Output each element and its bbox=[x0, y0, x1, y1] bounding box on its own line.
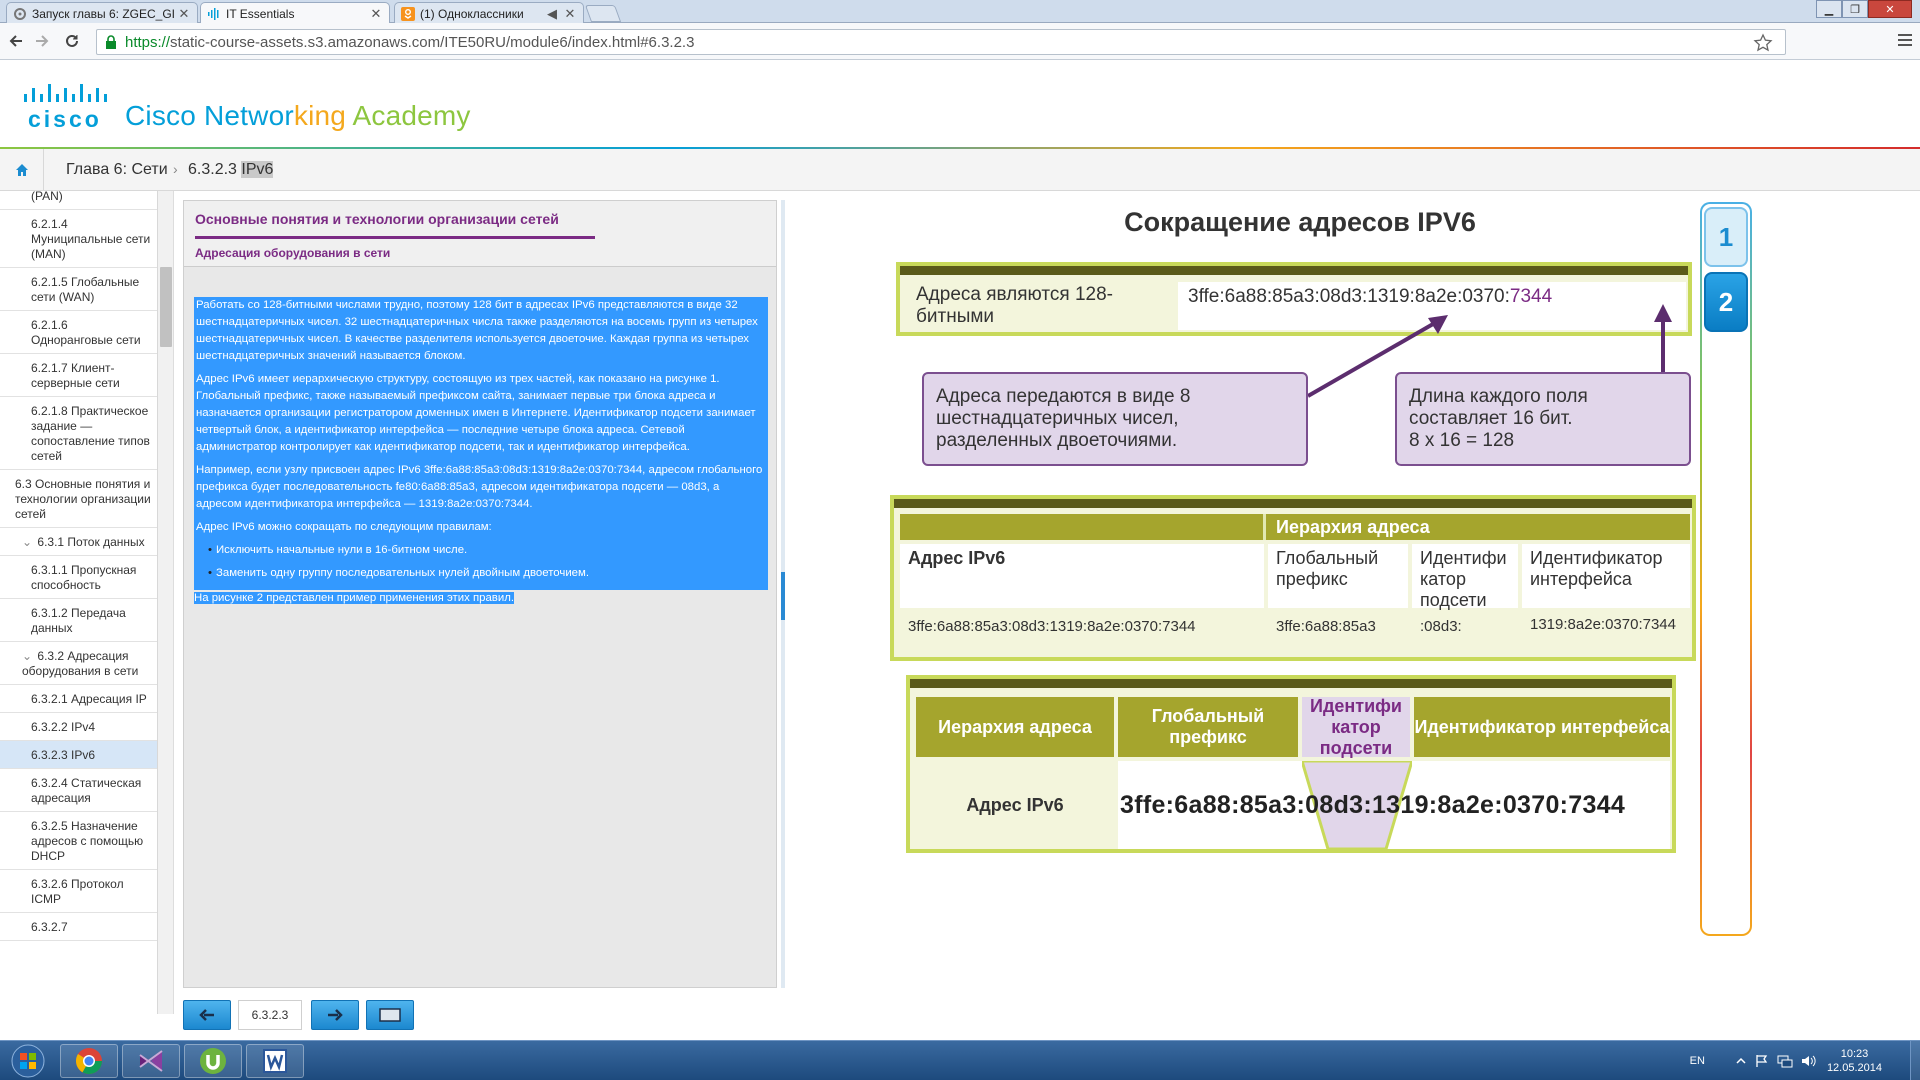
col-iface-header: Идентификатор интерфейса bbox=[1522, 544, 1690, 608]
cisco-bridge-icon bbox=[22, 82, 108, 106]
panel-splitter[interactable] bbox=[781, 200, 785, 988]
breadcrumb bbox=[0, 149, 1920, 191]
bookmark-star-icon[interactable] bbox=[1753, 33, 1773, 53]
windows-start-icon bbox=[11, 1044, 45, 1078]
start-button[interactable] bbox=[4, 1043, 52, 1079]
toc-item[interactable] bbox=[0, 870, 157, 913]
col-subnet-header: Идентифи катор подсети bbox=[1412, 544, 1518, 608]
browser-tab-1-title: Запуск главы 6: ZGEC_GI bbox=[32, 6, 176, 21]
browser-tab-3-title: (1) Одноклассники bbox=[420, 6, 524, 21]
toc-item-label: 6.3.2 Адресация оборудования в сети bbox=[22, 649, 139, 678]
window-controls bbox=[1816, 0, 1912, 18]
cisco-wordmark: cisco bbox=[28, 106, 102, 132]
chevron-down-icon: ⌄ bbox=[22, 649, 36, 663]
browser-tab-1[interactable] bbox=[6, 2, 198, 24]
toc-item[interactable] bbox=[0, 268, 157, 311]
panel-body-text[interactable] bbox=[194, 297, 764, 613]
toc-item[interactable] bbox=[0, 642, 157, 685]
toc-item[interactable] bbox=[0, 556, 157, 599]
chevron-down-icon: ⌄ bbox=[22, 535, 36, 549]
ok-favicon-icon bbox=[401, 7, 415, 21]
site-header bbox=[0, 60, 1920, 148]
toc-item[interactable] bbox=[0, 354, 157, 397]
toc-item-label: (PAN) bbox=[31, 191, 63, 203]
rule-item-2 bbox=[208, 565, 768, 582]
reload-button[interactable] bbox=[62, 31, 82, 51]
val-subnet: :08d3: bbox=[1412, 612, 1518, 654]
toc-item[interactable] bbox=[0, 397, 157, 470]
toc-scrollbar[interactable] bbox=[158, 191, 174, 1014]
paragraph-2: Адрес IPv6 имеет иерархическую структуру, состоящую из трех частей, как показано на рисунке 1. Глобальный префикс, также называемый префиксом сайта, занимает первые три блока адреса и назначается организации регистратором доменных имен в Интернете. Идентификатор подсети занимает четвертый блок, а идентификатор интерфейса — последние четыре блока адреса. Сетевой администратор контролирует как идентификатор подсети, так и идентификатор интерфейса. bbox=[196, 373, 756, 453]
olive-header-bar bbox=[894, 499, 1692, 508]
clock-date: 12.05.2014 bbox=[1826, 1062, 1882, 1074]
rule-item-1 bbox=[208, 542, 768, 559]
url-path: static-course-assets.s3.amazonaws.com/ITE50RU/module6/index.html#6.3.2.3 bbox=[170, 33, 695, 51]
hierarchy-table bbox=[890, 495, 1696, 661]
network-icon[interactable] bbox=[1777, 1054, 1793, 1068]
browser-tab-2-title: IT Essentials bbox=[226, 6, 295, 21]
forward-arrow-icon bbox=[34, 33, 50, 49]
figure-tab-1[interactable]: 1 bbox=[1704, 207, 1748, 267]
back-button[interactable] bbox=[6, 31, 26, 51]
reload-icon bbox=[64, 33, 80, 49]
browser-tab-3[interactable] bbox=[394, 2, 584, 24]
action-center-flag-icon[interactable] bbox=[1755, 1054, 1769, 1068]
toc-item-label: 6.2.1.6 Одноранговые сети bbox=[31, 318, 141, 347]
toc-item-label: 6.2.1.4 Муниципальные сети (MAN) bbox=[31, 217, 151, 261]
right-arrow-icon bbox=[327, 1009, 343, 1021]
paragraph-4: Адрес IPv6 можно сокращать по следующим правилам: bbox=[196, 521, 492, 533]
back-arrow-icon bbox=[8, 33, 24, 49]
toc-item-label: 6.2.1.5 Глобальные сети (WAN) bbox=[31, 275, 140, 304]
h2-hierarchy: Иерархия адреса bbox=[916, 697, 1114, 757]
val-address: 3ffe:6a88:85a3:08d3:1319:8a2e:0370:7344 bbox=[900, 612, 1264, 654]
toc-item[interactable] bbox=[0, 913, 157, 941]
val-global: 3ffe:6a88:85a3 bbox=[1268, 612, 1408, 654]
new-tab-button[interactable] bbox=[585, 5, 621, 22]
toc-item[interactable] bbox=[0, 470, 157, 528]
toc-item[interactable] bbox=[0, 685, 157, 713]
visual-studio-icon bbox=[137, 1047, 165, 1075]
toc-item-label: 6.2.1.8 Практическое задание — сопоставление типов сетей bbox=[31, 404, 150, 463]
panel-header bbox=[184, 201, 776, 267]
previous-page-button[interactable] bbox=[183, 1000, 231, 1030]
windows-taskbar bbox=[0, 1040, 1920, 1080]
olive-header-bar bbox=[910, 679, 1672, 688]
breadcrumb-topic bbox=[188, 161, 273, 179]
word-icon bbox=[261, 1047, 289, 1075]
close-tab-2-icon[interactable]: ✕ bbox=[370, 5, 382, 21]
url-scheme: https:// bbox=[125, 33, 171, 51]
rules-list bbox=[194, 542, 768, 582]
val-iface: 1319:8a2e:0370:7344 bbox=[1522, 612, 1690, 654]
figure-title: Сокращение адресов IPV6 bbox=[1124, 207, 1476, 237]
full-address-main: 3ffe:6a88:85a3:08d3:1319:8a2e:0370: bbox=[1188, 286, 1510, 307]
panel-subtitle: Адресация оборудования в сети bbox=[195, 246, 391, 260]
screen-icon bbox=[379, 1008, 401, 1022]
toc-item[interactable] bbox=[0, 210, 157, 268]
taskbar-word[interactable] bbox=[246, 1044, 304, 1078]
callout-field-length-line-2: 8 x 16 = 128 bbox=[1409, 430, 1515, 451]
toc-item[interactable] bbox=[0, 812, 157, 870]
col-address-header: Адрес IPv6 bbox=[900, 544, 1264, 608]
cisco-logo[interactable] bbox=[22, 82, 108, 133]
toc-item[interactable] bbox=[0, 528, 157, 556]
tray-expand-icon[interactable] bbox=[1735, 1055, 1747, 1067]
taskbar-visual-studio[interactable] bbox=[122, 1044, 180, 1078]
toc-item-label: 6.3.1 Поток данных bbox=[37, 535, 145, 549]
toc-scrollbar-thumb[interactable] bbox=[160, 267, 172, 347]
utorrent-icon bbox=[199, 1047, 227, 1075]
breadcrumb-topic-name: IPv6 bbox=[241, 161, 274, 178]
home-icon bbox=[15, 163, 29, 177]
paragraph-5 bbox=[194, 590, 764, 607]
callout-field-length-line-1: Длина каждого поля составляет 16 бит. bbox=[1409, 386, 1588, 429]
clock[interactable] bbox=[1827, 1047, 1882, 1075]
arrow-to-field-head bbox=[1654, 304, 1672, 322]
next-page-button[interactable] bbox=[311, 1000, 359, 1030]
table-of-contents bbox=[0, 191, 158, 1014]
toc-item-label: 6.3.2.6 Протокол ICMP bbox=[31, 877, 124, 906]
toc-item-label: 6.3.2.2 IPv4 bbox=[31, 720, 96, 734]
browser-tab-2[interactable] bbox=[200, 2, 390, 24]
toc-item-label: 6.3.2.5 Назначение адресов с помощью DHCP bbox=[31, 819, 144, 863]
panel-title-underline bbox=[195, 236, 595, 239]
chrome-icon bbox=[75, 1047, 103, 1075]
taskbar-utorrent[interactable] bbox=[184, 1044, 242, 1078]
gear-favicon-icon bbox=[13, 7, 27, 21]
h2-row-label: Адрес IPv6 bbox=[916, 761, 1114, 849]
academy-name-prefix: Cisco Networ bbox=[125, 100, 294, 131]
cisco-favicon-icon bbox=[207, 7, 221, 21]
h2-subnet: Идентифи катор подсети bbox=[1302, 697, 1410, 757]
rule-item-1-text: Исключить начальные нули в 16-битном числе. bbox=[216, 544, 468, 556]
toc-item[interactable] bbox=[0, 311, 157, 354]
toc-item-label: 6.3.2.3 IPv6 bbox=[31, 748, 96, 762]
address-bar[interactable] bbox=[96, 29, 1786, 55]
language-indicator[interactable]: EN bbox=[1689, 1055, 1705, 1067]
toc-item-label: 6.3.1.1 Пропускная способность bbox=[31, 563, 137, 592]
toc-item[interactable] bbox=[0, 769, 157, 812]
header-divider bbox=[1263, 514, 1266, 540]
selected-text-block bbox=[194, 297, 768, 590]
callout-field-length bbox=[1395, 372, 1691, 466]
clock-time: 10:23 bbox=[1840, 1048, 1869, 1060]
audio-icon: ◀ bbox=[547, 5, 557, 21]
toc-item-label: 6.3.2.4 Статическая адресация bbox=[31, 776, 142, 805]
minimize-button[interactable]: ▁ bbox=[1816, 0, 1842, 18]
page-number: 6.3.2.3 bbox=[238, 1000, 302, 1030]
taskbar-chrome[interactable] bbox=[60, 1044, 118, 1078]
text-panel bbox=[183, 200, 777, 988]
callout-hex-groups: Адреса передаются в виде 8 шестнадцатеричных чисел, разделенных двоеточиями. bbox=[922, 372, 1308, 466]
hierarchy-header-row bbox=[900, 514, 1690, 540]
close-tab-3-icon[interactable]: ✕ bbox=[564, 5, 576, 21]
splitter-handle[interactable] bbox=[781, 572, 785, 620]
breadcrumb-chapter[interactable]: Глава 6: Сети bbox=[66, 161, 168, 178]
h2-global: Глобальный префикс bbox=[1118, 697, 1298, 757]
panel-title: Основные понятия и технологии организации сетей bbox=[195, 211, 559, 227]
academy-name-suffix: Academy bbox=[346, 100, 471, 131]
h2-iface: Идентификатор интерфейса bbox=[1414, 697, 1670, 757]
breadcrumb-topic-number: 6.3.2.3 bbox=[188, 161, 242, 178]
academy-name bbox=[125, 100, 471, 132]
toc-item[interactable] bbox=[0, 599, 157, 642]
show-desktop-button[interactable] bbox=[1910, 1041, 1920, 1080]
toc-item-label: 6.3.2.1 Адресация IP bbox=[31, 692, 147, 706]
toc-item[interactable] bbox=[0, 713, 157, 741]
system-tray bbox=[1690, 1041, 1920, 1080]
maximize-button[interactable]: ❐ bbox=[1842, 0, 1868, 18]
rule-item-2-text: Заменить одну группу последовательных нулей двойным двоеточием. bbox=[216, 567, 590, 579]
toc-item[interactable] bbox=[0, 741, 157, 769]
olive-header-bar bbox=[900, 266, 1688, 275]
close-window-button[interactable]: ✕ bbox=[1868, 0, 1912, 18]
volume-icon[interactable] bbox=[1801, 1054, 1817, 1068]
toc-item-label: 6.3.2.7 bbox=[31, 920, 68, 934]
toc-item-label: 6.3.1.2 Передача данных bbox=[31, 606, 126, 635]
hamburger-menu-icon bbox=[1896, 31, 1914, 49]
close-tab-1-icon[interactable]: ✕ bbox=[178, 5, 190, 21]
toc-item-label: 6.2.1.7 Клиент-серверные сети bbox=[31, 361, 120, 390]
paragraph-5-text: На рисунке 2 представлен пример применения этих правил. bbox=[194, 592, 515, 604]
forward-button[interactable] bbox=[32, 31, 52, 51]
browser-tab-bar bbox=[0, 0, 1920, 23]
hierarchy-diagram bbox=[906, 675, 1676, 853]
fullscreen-button[interactable] bbox=[366, 1000, 414, 1030]
hierarchy-header-title: Иерархия адреса bbox=[1276, 517, 1430, 537]
figure-tab-2[interactable]: 2 bbox=[1704, 272, 1748, 332]
bits-label: Адреса являются 128-битными bbox=[906, 282, 1173, 330]
paragraph-3: Например, если узлу присвоен адрес IPv6 3ffe:6a88:85a3:08d3:1319:8a2e:0370:7344, адресом глобального префикса будет последовательность fe80:6a88:85a3, адресом идентификатора подсети — 08d3, а адресом идентификатора интерфейса — 1319:8a2e:0370:7344. bbox=[196, 464, 763, 510]
browser-toolbar bbox=[0, 23, 1920, 60]
toc-item[interactable] bbox=[0, 191, 157, 210]
browser-menu-button[interactable] bbox=[1896, 31, 1914, 49]
left-arrow-icon bbox=[199, 1009, 215, 1021]
paragraph-1: Работать со 128-битными числами трудно, поэтому 128 бит в адресах IPv6 представляются в виде 32 шестнадцатеричных чисел. 32 шестнадцатеричных числа также разделяются на восемь групп из четырех шестнадцатеричных чисел. В качестве разделителя используется двоеточие. Каждая группа из четырех шестнадцатеричных значений называется блоком. bbox=[196, 299, 758, 362]
home-button[interactable] bbox=[0, 149, 44, 191]
col-global-header: Глобальный префикс bbox=[1268, 544, 1408, 608]
breadcrumb-separator: › bbox=[173, 161, 178, 177]
toc-item-label: 6.3 Основные понятия и технологии организации сетей bbox=[15, 477, 151, 521]
lock-icon bbox=[103, 34, 119, 50]
full-address-tail: 7344 bbox=[1509, 286, 1553, 307]
academy-name-mid: king bbox=[293, 100, 347, 131]
h2-address-value: 3ffe:6a88:85a3:08d3:1319:8a2e:0370:7344 bbox=[1120, 791, 1626, 819]
